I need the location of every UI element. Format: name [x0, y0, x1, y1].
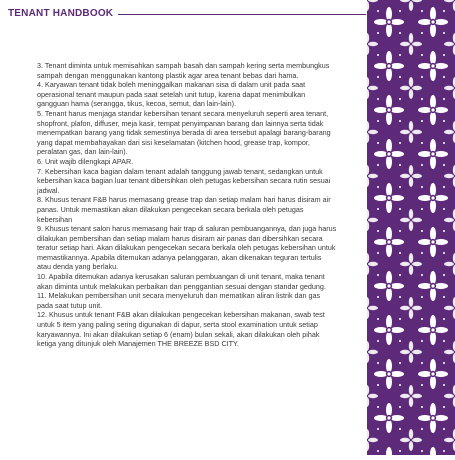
rule-item-11: 11. Melakukan pembersihan unit secara menyeluruh dan mematikan aliran listrik dan gas pada saat tutup unit.	[37, 291, 321, 310]
rule-item-5: 5. Tenant harus menjaga standar kebersihan tenant secara menyeluruh seperti area tenant, shopfront, plafon, diffuser, meja kasir, tempat penyimpanan barang dan lainnya serta tidak menempatkan barang yang tidak semestinya berada di area tersebut apalagi barang-barang yang dapat membahayakan dari sisi keselamatan (kitchen hood, grease trap, kompor, peralatan gas, dan lain-lain).	[37, 108, 331, 157]
rule-item-7: 7. Kebersihan kaca bagian dalam tenant adalah tanggung jawab tenant, sedangkan untuk kebersihan kaca bagian luar tenant dibersihkan oleh petugas kebersihan secara rutin sesuai jadwal.	[37, 166, 331, 195]
handbook-body	[37, 61, 337, 349]
batik-pattern-panel	[367, 0, 455, 455]
rule-item-4: 4. Karyawan tenant tidak boleh meninggalkan makanan sisa di dalam unit pada saat operasional tenant maupun pada saat setelah unit tutup, karena dapat menimbulkan gangguan hama (serangga, tikus, kecoa, semut, dan lain-lain).	[37, 80, 306, 109]
rule-item-10: 10. Apabila ditemukan adanya kerusakan saluran pembuangan di unit tenant, maka tenant akan diminta untuk melakukan perbaikan dan penggantian sesuai dengan standar gedung.	[37, 272, 326, 291]
page-title: TENANT HANDBOOK	[8, 8, 114, 19]
rule-item-6: 6. Unit wajib dilengkapi APAR.	[37, 156, 134, 166]
header-divider	[118, 14, 366, 15]
rule-item-3: 3. Tenant diminta untuk memisahkan sampah basah dan sampah kering serta membungkus sampah dengan menggunakan kantong plastik agar area tenant bebas dari hama.	[37, 61, 330, 80]
rule-item-8: 8. Khusus tenant F&B harus memasang grease trap dan setiap malam hari harus disiram air panas. Untuk memastikan akan dilakukan pengecekan secara berkala oleh petugas kebersihan	[37, 195, 331, 224]
rule-item-9: 9. Khusus tenant salon harus memasang hair trap di saluran pembuangannya, dan juga harus dilakukan pembersihan dan setiap malam harus disiram air panas dan dibersihkan secara teratur setiap hari. Akan dilakukan pengecekan secara berkala oleh petugas kebersihan untuk memastikannya. Apabila ditemukan adanya pelanggaran, akan dikenakan teguran tertulis atau denda yang berlaku.	[37, 224, 337, 272]
batik-floral-pattern-icon	[367, 0, 455, 455]
page-header	[0, 0, 367, 36]
rule-item-12: 12. Khusus untuk tenant F&B akan dilakukan pengecekan kebersihan makanan, swab test untuk 5 item yang paling sering digunakan di dapur, serta stool examination untuk setiap karyawannya. Ini akan dilakukan setiap 6 (enam) bulan sekali, akan dilakukan oleh pihak ketiga yang ditunjuk oleh Manajemen THE BREEZE BSD CITY.	[37, 310, 325, 349]
